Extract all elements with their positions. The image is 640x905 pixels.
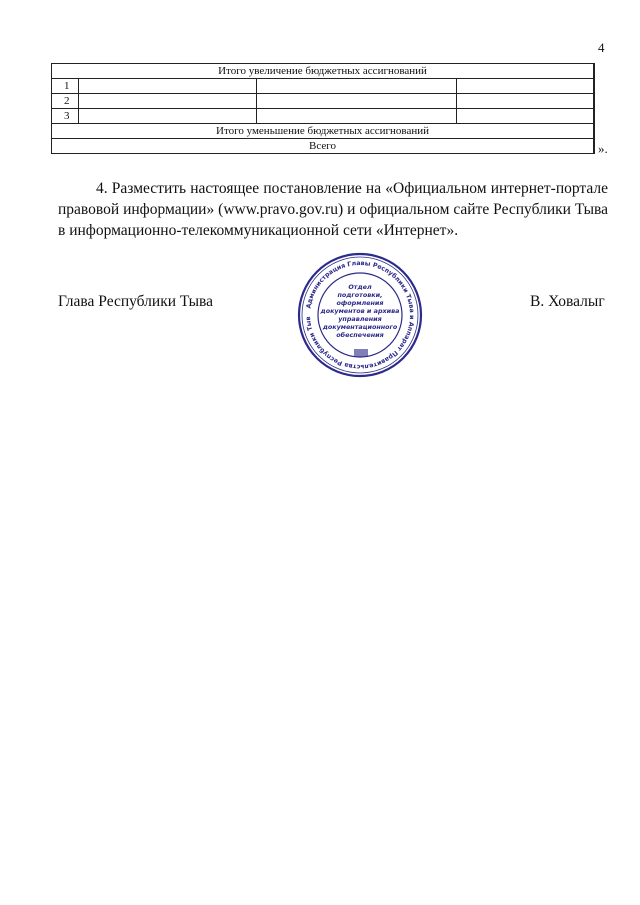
seal-center-line: документов и архива [320,307,400,315]
table-cell [594,94,595,109]
table-cell [457,79,594,94]
row-number: 3 [52,109,79,124]
closing-quote: ». [598,141,608,156]
table-row [52,94,595,109]
page-number: 4 [598,40,605,55]
signature-name: В. Ховалыг [530,293,605,310]
signature-title: Глава Республики Тыва [58,293,214,310]
decrease-total-label: Итого уменьшение бюджетных ассигнований [52,124,594,139]
table-cell [457,94,594,109]
table-row-decrease-total [52,124,595,139]
seal-icon [296,251,424,379]
seal-center-line: обеспечения [336,331,384,339]
table-cell [257,94,457,109]
row-number: 2 [52,94,79,109]
official-seal-stamp [296,251,424,379]
table-cell [257,79,457,94]
seal-center-line: управления [338,315,382,323]
increase-total-label: Итого увеличение бюджетных ассигнований [52,64,594,79]
budget-allocation-table [51,63,595,154]
seal-barcode-mark [354,349,368,357]
table-cell [257,109,457,124]
seal-center-line: оформления [336,299,384,307]
table-row-increase-total [52,64,595,79]
table-cell [457,109,594,124]
seal-center-line: документационного [322,323,398,331]
seal-center-line: подготовки, [337,291,383,299]
table-row [52,109,595,124]
row-number: 1 [52,79,79,94]
table-row [52,79,595,94]
grand-total-value [594,139,595,154]
table-cell [79,79,257,94]
increase-total-value [594,64,595,79]
table-row-grand-total [52,139,595,154]
table-cell [79,109,257,124]
paragraph-item-4: 4. Разместить настоящее постановление на «Официальном интернет-портале правовой информации» (www.pravo.gov.ru) и официальном сайте Республики Тыва в информационно-телекоммуникационной сети «Интернет». [58,180,608,239]
table-cell [594,79,595,94]
decrease-total-value [594,124,595,139]
grand-total-label: Всего [52,139,594,154]
seal-center-line: Отдел [348,283,372,291]
table-cell [79,94,257,109]
table-cell [594,109,595,124]
seal-ring-text: Администрация Главы Республики Тыва и Аппарат Правительства Республики Тыв [304,259,416,371]
